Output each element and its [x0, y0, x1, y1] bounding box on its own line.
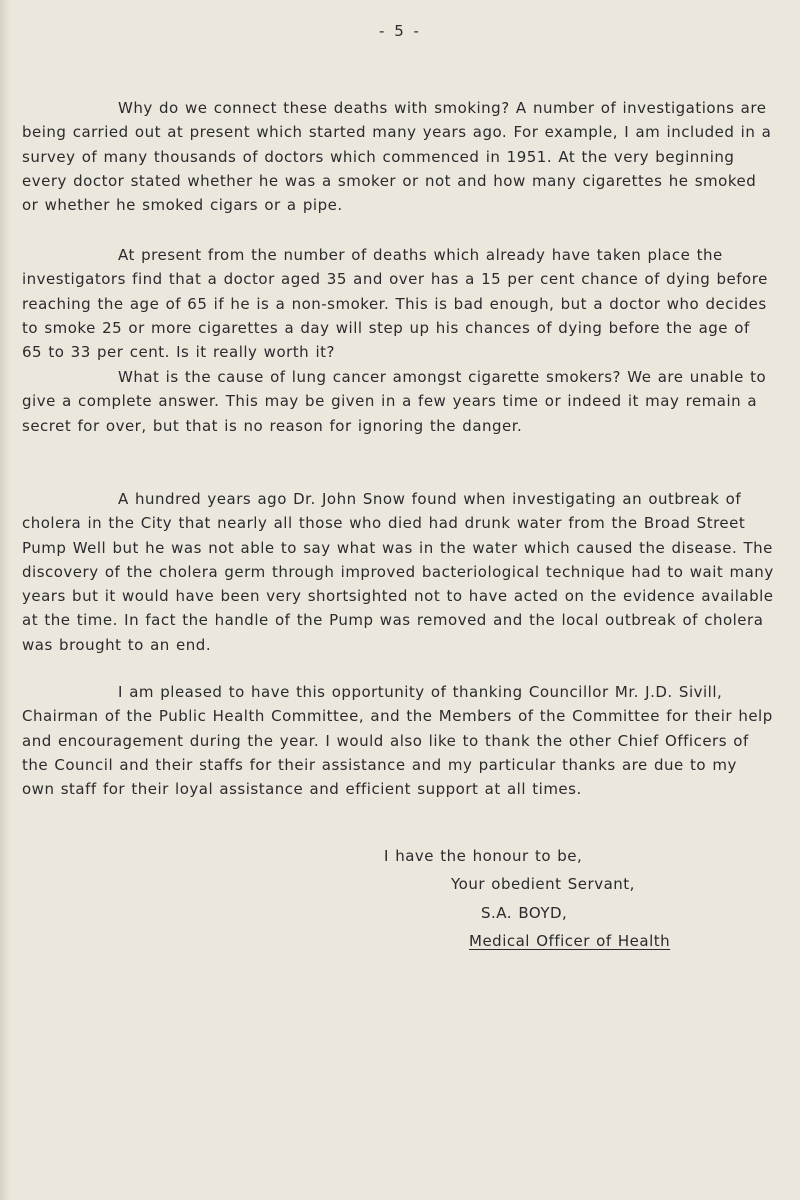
closing-servant: Your obedient Servant, — [451, 875, 635, 893]
closing-honour: I have the honour to be, — [384, 847, 583, 865]
paragraph-john-snow: A hundred years ago Dr. John Snow found when investigating an outbreak of cholera in the City that nearly all those who died had drunk water from the Broad Street Pump Well but he was not able to say what was in the water which caused the disease. The discovery of the cholera germ through improved bacteriological technique had to wait many years but it would have been very shortsighted not to have acted on the evidence available at the time. In fact the handle of the Pump was removed and the local outbreak of cholera was brought to an end. — [22, 490, 774, 654]
page-edge-shadow — [0, 0, 10, 1200]
paragraph-smoking-investigation: Why do we connect these deaths with smoking? A number of investigations are being carried out at present which started many years ago. For example, I am included in a survey of many thousands of doctors which commenced in 1951. At the very beginning every doctor stated whether he was a smoker or not and how many cigarettes he smoked or whether he smoked cigars or a pipe. — [22, 99, 772, 215]
page-number: - 5 - — [379, 22, 421, 40]
paragraph-acknowledgements: I am pleased to have this opportunity of thanking Councillor Mr. J.D. Sivill, Chairman of the Public Health Committee, and the Members of the Committee for their help and encouragement during the year. I would also like to thank the other Chief Officers of the Council and their staffs for their assistance and my particular thanks are due to my own staff for their loyal assistance and efficient support at all times. — [22, 683, 773, 799]
paragraph-death-statistics: At present from the number of deaths which already have taken place the investigators find that a doctor aged 35 and over has a 15 per cent chance of dying before reaching the age of 65 if he is a non-smoker. This is bad enough, but a doctor who decides to smoke 25 or more cigarettes a day will step up his chances of dying before the age of 65 to 33 per cent. Is it really worth it? — [22, 246, 768, 362]
signatory-name: S.A. BOYD, — [481, 904, 568, 922]
signatory-title: Medical Officer of Health — [469, 932, 671, 950]
paragraph-lung-cancer-cause: What is the cause of lung cancer amongst cigarette smokers? We are unable to give a complete answer. This may be given in a few years time or indeed it may remain a secret for over, but that is no reason for ignoring the danger. — [22, 368, 767, 435]
